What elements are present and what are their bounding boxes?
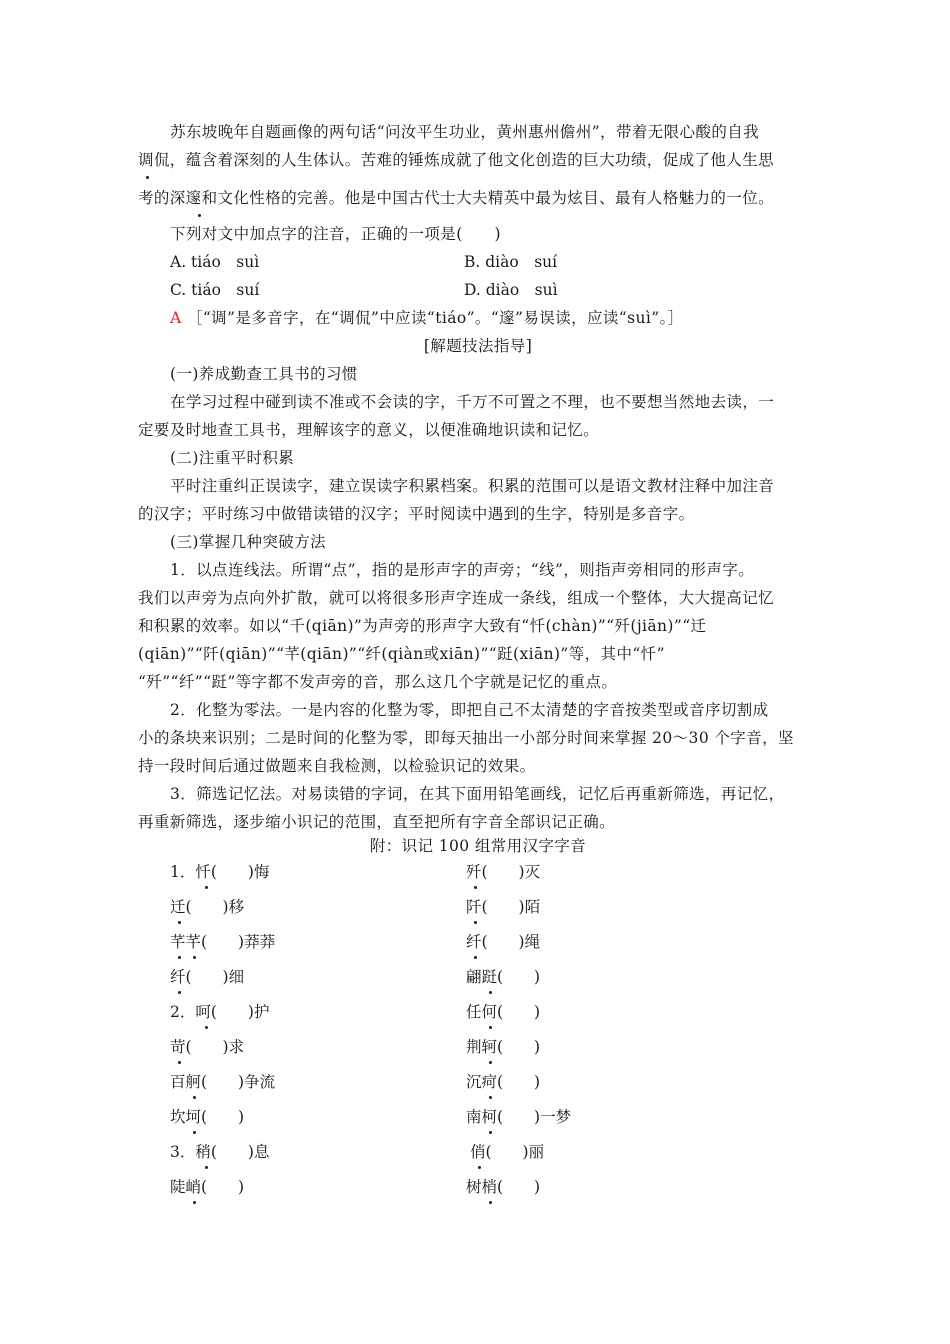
answer-letter: A [170,309,182,327]
emphasis-dot [205,886,208,889]
emphasis-dot [205,1166,208,1169]
vocab-item: 1．忏( )悔 [170,863,270,881]
emphasis-dot [489,991,492,994]
emphasis-dot [489,1096,492,1099]
passage-line-1: 苏东坡晚年自题画像的两句话“问汝平生功业，黄州惠州儋州”，带着无限心酸的自我 [170,123,760,141]
vocab-item: 苛( )求 [170,1038,245,1056]
vocab-item: 迁( )移 [170,898,245,916]
vocab-item: 翩跹( ) [466,968,541,986]
passage-line-3: 考的深邃和文化性格的完善。他是中国古代士大夫精英中最为炫目、最有人格魅力的一位。 [138,189,775,207]
vocab-item: 纤( )细 [170,968,245,986]
method-1-line-4: (qiān)”“阡(qiān)”“芊(qiān)”“纤(qiàn或xiān)”“跹(xiān)”等，其中“忏” [138,645,665,663]
vocab-item: 歼( )灭 [466,863,541,881]
vocab-item: 俏( )丽 [470,1143,545,1161]
method-1-line-2: 我们以声旁为点向外扩散，就可以将很多形声字连成一条线，组成一个整体，大大提高记忆 [138,589,775,607]
emphasis-dot [205,1026,208,1029]
emphasis-dot [474,956,477,959]
option-a[interactable]: A. tiáo suì [170,253,260,271]
section-1-title: (一)养成勤查工具书的习惯 [170,365,358,383]
method-2-line-3: 持一段时间后通过做题来自我检测，以检验识记的效果。 [138,757,536,775]
emphasis-dot [489,1131,492,1134]
emphasis-dot [198,214,201,217]
vocab-item: 树梢( ) [466,1178,541,1196]
question-stem: 下列对文中加点字的注音，正确的一项是( ) [170,225,501,243]
answer-explanation: ［“调”是多音字，在“调侃”中应读“tiáo”。“邃”易误读，应读“suì”。］ [186,309,684,327]
method-2-line-2: 小的条块来识别；二是时间的化整为零，即每天抽出一小部分时间来掌握 20～30 个字音，坚 [138,729,794,747]
emphasis-dot [193,1096,196,1099]
vocab-item: 阡( )陌 [466,898,541,916]
emphasis-dot [489,1201,492,1204]
emphasis-dot [193,956,196,959]
emphasis-dot [178,991,181,994]
vocab-item: 荆轲( ) [466,1038,541,1056]
method-3-line-2: 再重新筛选，逐步缩小识记的范围，直至把所有字音全部识记正确。 [138,813,616,831]
appendix-title: 附：识记 100 组常用汉字字音 [369,837,587,855]
section-2-line-2: 的汉字；平时练习中做错读错的汉字；平时阅读中遇到的生字，特别是多音字。 [138,505,695,523]
vocab-item: 坎坷( ) [170,1108,245,1126]
vocab-item: 百舸( )争流 [170,1073,276,1091]
vocab-item: 3．稍( )息 [170,1143,270,1161]
emphasis-dot [178,1061,181,1064]
section-3-title: (三)掌握几种突破方法 [170,533,326,551]
method-2-line-1: 2．化整为零法。一是内容的化整为零，即把自己不太清楚的字音按类型或音序切割成 [170,701,769,719]
section-2-line-1: 平时注重纠正误读字，建立误读字积累档案。积累的范围可以是语文教材注释中加注音 [170,477,775,495]
vocab-item: 芊芊( )莽莽 [170,933,276,951]
option-d[interactable]: D. diào suì [464,281,558,299]
vocab-item: 陡峭( ) [170,1178,245,1196]
emphasis-dot [474,886,477,889]
emphasis-dot [193,1131,196,1134]
method-1-line-5: “歼”“纤”“跹”等字都不发声旁的音，那么这几个字就是记忆的重点。 [138,673,618,691]
section-2-title: (二)注重平时积累 [170,449,295,467]
vocab-item: 南柯( )一梦 [466,1108,572,1126]
section-1-line-1: 在学习过程中碰到读不准或不会读的字，千万不可置之不理，也不要想当然地去读，一 [170,393,775,411]
method-1-line-1: 1．以点连线法。所谓“点”，指的是形声字的声旁；“线”，则指声旁相同的形声字。 [170,561,755,579]
guide-heading: [解题技法指导] [423,337,533,355]
option-b[interactable]: B. diào suí [464,253,558,271]
emphasis-dot [478,1166,481,1169]
method-1-line-3: 和积累的效率。如以“千(qiān)”为声旁的形声字大致有“忏(chàn)”“歼(jiān)”“迁 [138,617,707,635]
vocab-item: 2．呵( )护 [170,1003,270,1021]
method-3-line-1: 3．筛选记忆法。对易读错的字词，在其下面用铅笔画线，记忆后再重新筛选，再记忆， [170,785,785,803]
emphasis-dot [474,921,477,924]
passage-line-2: 调侃，蕴含着深刻的人生体认。苦难的锤炼成就了他文化创造的巨大功绩，促成了他人生思 [138,151,775,169]
vocab-item: 纤( )绳 [466,933,541,951]
section-1-line-2: 定要及时地查工具书，理解该字的意义，以便准确地识读和记忆。 [138,421,600,439]
emphasis-dot [146,176,149,179]
vocab-item: 任何( ) [466,1003,541,1021]
option-c[interactable]: C. tiáo suí [170,281,260,299]
emphasis-dot [489,1026,492,1029]
emphasis-dot [193,1201,196,1204]
emphasis-dot [178,956,181,959]
emphasis-dot [489,1061,492,1064]
answer-line [138,304,818,332]
vocab-item: 沉疴( ) [466,1073,541,1091]
emphasis-dot [178,921,181,924]
